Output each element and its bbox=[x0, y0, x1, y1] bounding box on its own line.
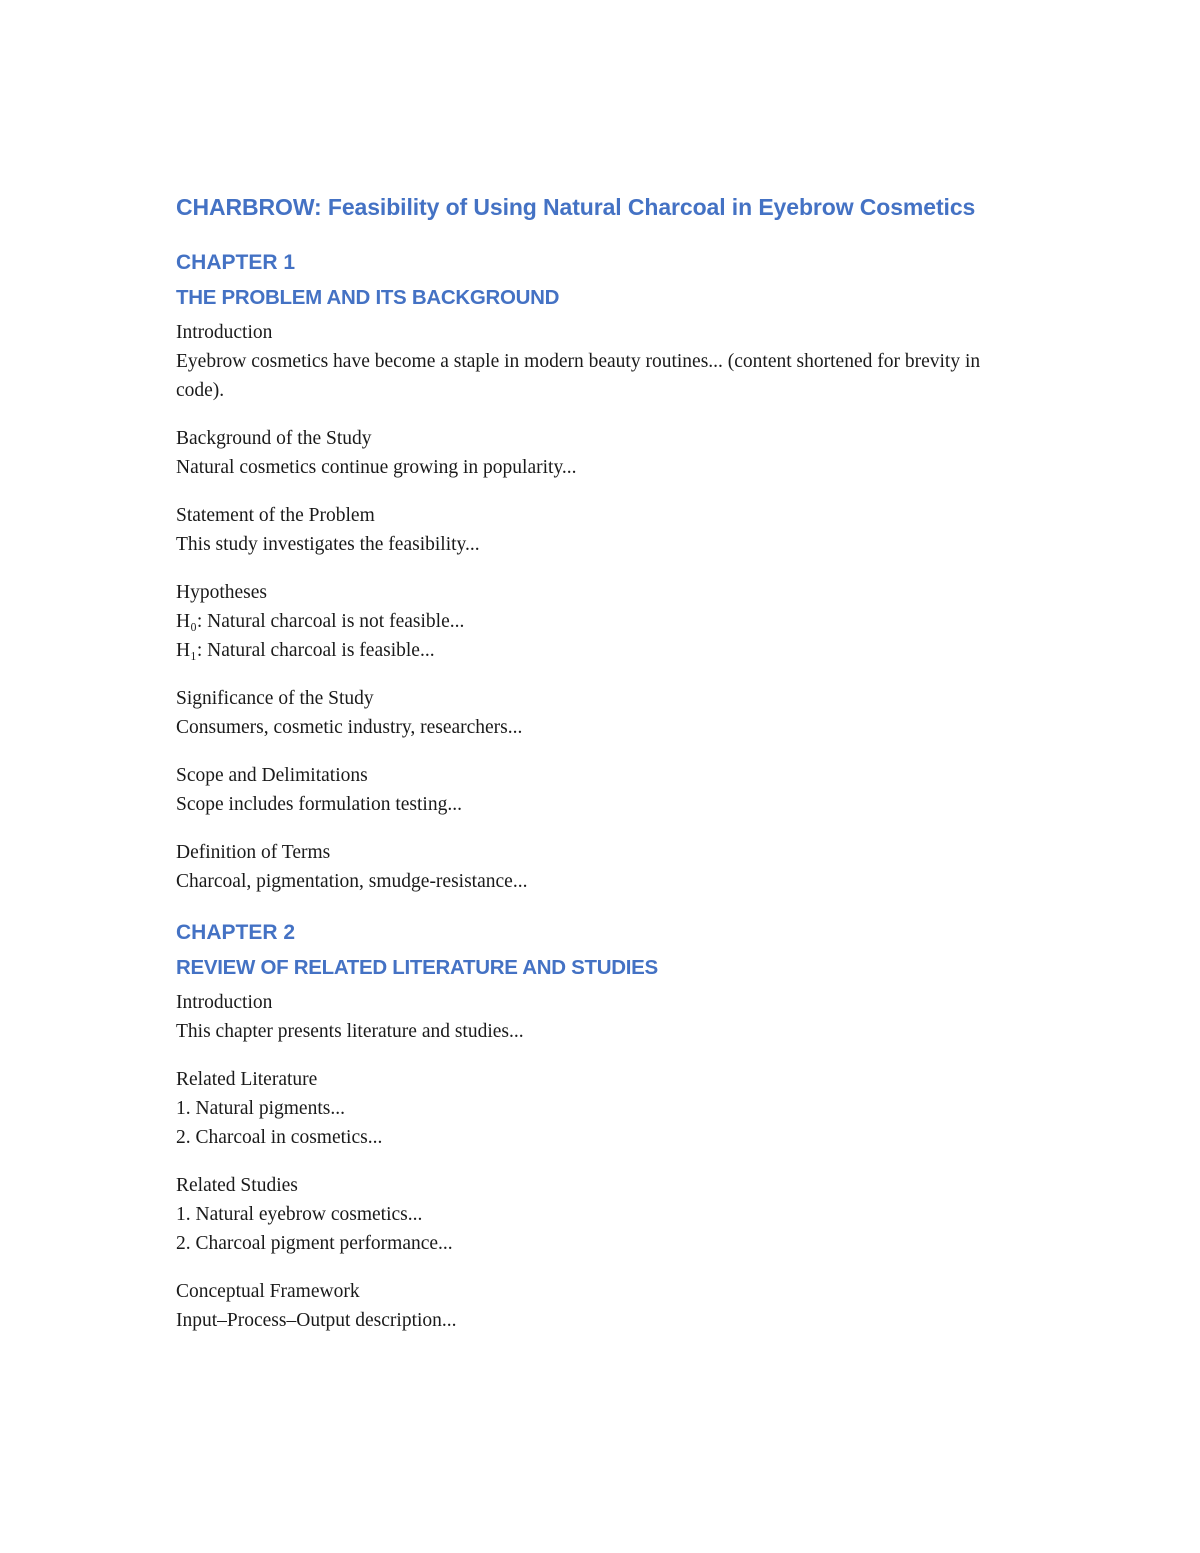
list-item: 1. Natural pigments... bbox=[176, 1098, 345, 1119]
chapter-title: THE PROBLEM AND ITS BACKGROUND bbox=[176, 286, 560, 309]
section-heading: Related Literature bbox=[176, 1069, 318, 1090]
chapter-1 bbox=[176, 248, 1026, 896]
section-text: Scope includes formulation testing... bbox=[176, 794, 462, 815]
section-text: This chapter presents literature and studies... bbox=[176, 1021, 524, 1042]
section-heading: Introduction bbox=[176, 992, 273, 1013]
section-conceptual-framework bbox=[176, 1277, 1026, 1335]
section-background bbox=[176, 424, 1026, 482]
hypothesis-alternative: H₁: Natural charcoal is feasible... bbox=[176, 640, 435, 661]
section-scope bbox=[176, 761, 1026, 819]
section-hypotheses bbox=[176, 578, 1026, 665]
section-heading: Background of the Study bbox=[176, 428, 372, 449]
section-introduction bbox=[176, 318, 1026, 405]
chapter-title: REVIEW OF RELATED LITERATURE AND STUDIES bbox=[176, 956, 658, 979]
section-statement-of-problem bbox=[176, 501, 1026, 559]
section-heading: Significance of the Study bbox=[176, 688, 374, 709]
section-significance bbox=[176, 684, 1026, 742]
list-item: 2. Charcoal pigment performance... bbox=[176, 1233, 453, 1254]
section-text: Input–Process–Output description... bbox=[176, 1310, 457, 1331]
section-heading: Scope and Delimitations bbox=[176, 765, 368, 786]
section-related-literature bbox=[176, 1065, 1026, 1152]
section-text: Consumers, cosmetic industry, researchers... bbox=[176, 717, 523, 738]
section-text: Natural cosmetics continue growing in popularity... bbox=[176, 457, 577, 478]
document-title: CHARBROW: Feasibility of Using Natural Charcoal in Eyebrow Cosmetics bbox=[176, 194, 976, 220]
section-text: This study investigates the feasibility... bbox=[176, 534, 480, 555]
section-introduction bbox=[176, 988, 1026, 1046]
section-heading: Conceptual Framework bbox=[176, 1281, 360, 1302]
section-related-studies bbox=[176, 1171, 1026, 1258]
section-heading: Statement of the Problem bbox=[176, 505, 375, 526]
chapter-number: CHAPTER 2 bbox=[176, 921, 296, 944]
section-definition-of-terms bbox=[176, 838, 1026, 896]
section-heading: Related Studies bbox=[176, 1175, 298, 1196]
section-heading: Definition of Terms bbox=[176, 842, 331, 863]
document-body bbox=[176, 192, 1026, 1354]
chapter-2 bbox=[176, 918, 1026, 1335]
section-heading: Introduction bbox=[176, 322, 273, 343]
section-text: Eyebrow cosmetics have become a staple in modern beauty routines... (content shortened for brevity in code). bbox=[176, 351, 981, 401]
list-item: 1. Natural eyebrow cosmetics... bbox=[176, 1204, 423, 1225]
list-item: 2. Charcoal in cosmetics... bbox=[176, 1127, 383, 1148]
section-heading: Hypotheses bbox=[176, 582, 267, 603]
hypothesis-null: H₀: Natural charcoal is not feasible... bbox=[176, 611, 465, 632]
section-text: Charcoal, pigmentation, smudge-resistance... bbox=[176, 871, 528, 892]
chapter-number: CHAPTER 1 bbox=[176, 251, 296, 274]
